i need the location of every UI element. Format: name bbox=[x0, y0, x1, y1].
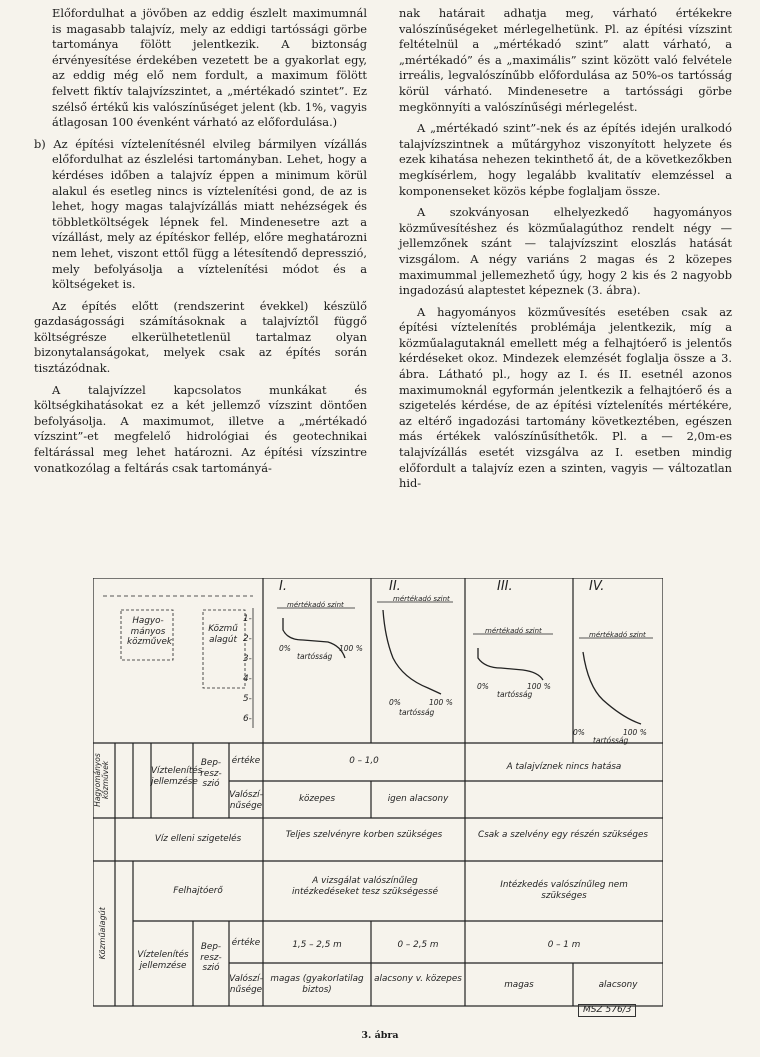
cell-value: 0 – 1,0 bbox=[349, 756, 379, 766]
depth-tick: 2- bbox=[243, 634, 252, 644]
figure-caption: 3. ábra bbox=[361, 1030, 399, 1041]
bep-label: Bep- resz- szió bbox=[200, 942, 222, 973]
paragraph: Előfordulhat a jövőben az eddig észlelt maximumnál is magasabb talajvíz, mely az eddigi tartóssági görbe tartománya fölött jelentkezik. A biztonság érvényesítése érdekében vezetett be a gyakorlat egy, az eddig még elő nem fordult, a maximum fölött felvett fiktív talajvízszintet, a „mértékadó szintet”. Ez szélső értékű kis valószínűséget jelent (kb. 1%, vagyis átlagosan 100 évenként várható az előfordulása.) bbox=[52, 6, 367, 130]
cell-value: magas (gyakorlatilag biztos) bbox=[270, 974, 364, 995]
cell-value: alacsony v. közepes bbox=[374, 974, 462, 984]
mertekado-label: mértékadó szint bbox=[589, 631, 646, 639]
pct-label: 0% bbox=[477, 682, 489, 691]
right-column bbox=[399, 6, 732, 492]
cell-value: közepes bbox=[298, 794, 336, 804]
tartossag-label: tartósság bbox=[297, 652, 333, 661]
mertekado-label: mértékadó szint bbox=[485, 627, 542, 635]
label-kozmu-alagut: Közmű alagút bbox=[208, 624, 238, 645]
depth-tick: 3- bbox=[243, 654, 252, 664]
pct-label: 100 % bbox=[623, 728, 647, 737]
erteke-label: értéke bbox=[231, 756, 261, 766]
cell-value: 0 – 1 m bbox=[547, 940, 581, 950]
viztelenites-label: Víztelenítés jellemzése bbox=[151, 766, 203, 787]
pct-label: 0% bbox=[389, 698, 401, 707]
tartossag-label: tartósság bbox=[497, 690, 533, 699]
viztelenites-label: Víztelenítés jellemzése bbox=[137, 950, 189, 971]
paragraph: A hagyományos közművesítés esetében csak az építési víztelenítés problémája jelentkezik, míg a közműalagutaknál emellett még a felhajtóerő is jelentős kérdéseket okoz. Mindezek elemzését foglalja össze a 3. ábra. Látható pl., hogy az I. és II. esetnél azonos maximumoknál egyformán jelentkezik a felhajtóerő és a szigetelés kérdése, de az építési víztelenítés mértékére, az eltérő ingadozási tartomány következtében, egészen más értékek valószínűsíthetők. Pl. a — 2,0m-es talajvízállás esetét vizsgálva az I. esetben mindig előfordult a talajvíz ezen a szinten, vagyis — változatlan hid- bbox=[399, 304, 732, 491]
bep-label: Bep- resz- szió bbox=[200, 758, 222, 789]
standard-stamp: MSZ 576/3 bbox=[578, 1004, 636, 1017]
felhajtoero-label: Felhajtóerő bbox=[173, 886, 223, 896]
depth-tick: 5- bbox=[243, 694, 252, 704]
pct-label: 100 % bbox=[527, 682, 551, 691]
variant-label: III. bbox=[497, 579, 513, 594]
cell-value: igen alacsony bbox=[387, 794, 449, 804]
paragraph: A szokványosan elhelyezkedő hagyományos közművesítéshez és közműalagúthoz rendelt négy — jellemzőnek szánt — talajvízszint eloszlás hatását vizsgálom. A négy variáns 2 magas és 2 közepes maximummal jellemezhető úgy, hogy 2 kis és 2 nagyobb ingadozású alaptestet képeznek (3. ábra). bbox=[399, 205, 732, 298]
pct-label: 0% bbox=[279, 644, 291, 653]
cell-value: alacsony bbox=[598, 980, 638, 990]
cell-value: Csak a szelvény egy részén szükséges bbox=[478, 830, 648, 840]
cell-value: Teljes szelvényre korben szükséges bbox=[285, 830, 443, 840]
cell-value: Intézkedés valószínűleg nem szükséges bbox=[500, 880, 628, 901]
depth-tick: 1- bbox=[243, 614, 252, 624]
pct-label: 100 % bbox=[429, 698, 453, 707]
variant-label: II. bbox=[389, 579, 401, 594]
depth-tick: 4- bbox=[243, 674, 252, 684]
figure-3 bbox=[93, 578, 663, 1020]
row-label-hagyomanyos: Hagyományos közművek bbox=[93, 753, 110, 807]
viz-elleni-label: Víz elleni szigetelés bbox=[154, 834, 242, 844]
variant-label: IV. bbox=[589, 579, 605, 594]
pct-label: 100 % bbox=[339, 644, 363, 653]
pct-label: 0% bbox=[573, 728, 585, 737]
depth-tick: 6- bbox=[243, 714, 252, 724]
left-column bbox=[34, 6, 367, 476]
cell-value: magas bbox=[504, 980, 534, 990]
mertekado-label: mértékadó szint bbox=[287, 601, 344, 609]
paragraph: nak határait adhatja meg, várható értékekre valószínűségeket mérlegelhetünk. Pl. az építési vízszint feltételnül a „mértékadó szint” alatt várható, a „mértékadó” és a „maximális” szint között való felvétele irreális, legvalószínűbb előfordulása az 50%-os tartósság körül várható. Mindenesetre a tartóssági görbe megkönnyíti a valószínűségi mérlegelést. bbox=[399, 6, 732, 114]
cell-value: A vizsgálat valószínűleg intézkedéseket tesz szükségessé bbox=[291, 876, 439, 897]
valoszinuseg-label: Valószí- nűsége bbox=[229, 974, 263, 995]
paragraph: A talajvízzel kapcsolatos munkákat és költségkihatásokat ez a két jellemző vízszint döntően befolyásolja. A maximumot, illetve a „mértékadó vízszint”-et megfelelő hidrológiai és geotechnikai feltárással meg lehet határozni. Az építési vízszintre vonatkozólag a feltárás csak tartományá- bbox=[34, 382, 367, 475]
erteke-label: értéke bbox=[231, 938, 261, 948]
paragraph: Az építés előtt (rendszerint évekkel) készülő gazdaságossági számításoknak a talajvíztől függő költségrésze elkerülhetetlenül tartalmaz olyan bizonytalanságokat, melyek csak az építés során tisztázódnak. bbox=[34, 298, 367, 376]
cell-value: A talajvíznek nincs hatása bbox=[506, 762, 622, 772]
tartossag-label: tartósság bbox=[399, 708, 435, 717]
variant-label: I. bbox=[279, 579, 287, 594]
paragraph: A „mértékadó szint”-nek és az építés idején uralkodó talajvízszintnek a műtárgyhoz viszonyított helyzete és ezek kihatása nehezen tekinthető át, de a következőkben megkísérlem, hogy legalább kvalitatív elemzéssel a komponenseket közös képbe foglaljam össze. bbox=[399, 121, 732, 198]
cell-value: 1,5 – 2,5 m bbox=[292, 940, 342, 950]
mertekado-label: mértékadó szint bbox=[393, 595, 450, 603]
valoszinuseg-label: Valószí- nűsége bbox=[229, 790, 263, 811]
row-label-kozmualagut: Közműalagút bbox=[97, 907, 107, 960]
cell-value: 0 – 2,5 m bbox=[397, 940, 439, 950]
paragraph: b) Az építési víztelenítésnél elvileg bármilyen vízállás előfordulhat az észlelési tartományban. Lehet, hogy a kérdéses időben a talajvíz éppen a minimum körül alakul és esetleg nincs is víztelenítési gond, de az is lehet, hogy magas talajvízállás miatt nehézségek és többletköltségek lépnek fel. Mindenesetre azt a vízállást, mely az építéskor fellép, előre meghatározni nem lehet, viszont ettől függ a létesítendő depresszió, mely befolyásolja a víztelenítési módot és a költségeket is. bbox=[34, 136, 367, 292]
tartossag-label: tartósság bbox=[593, 736, 629, 745]
label-hagyomanyos: Hagyo- mányos közművek bbox=[127, 616, 172, 647]
